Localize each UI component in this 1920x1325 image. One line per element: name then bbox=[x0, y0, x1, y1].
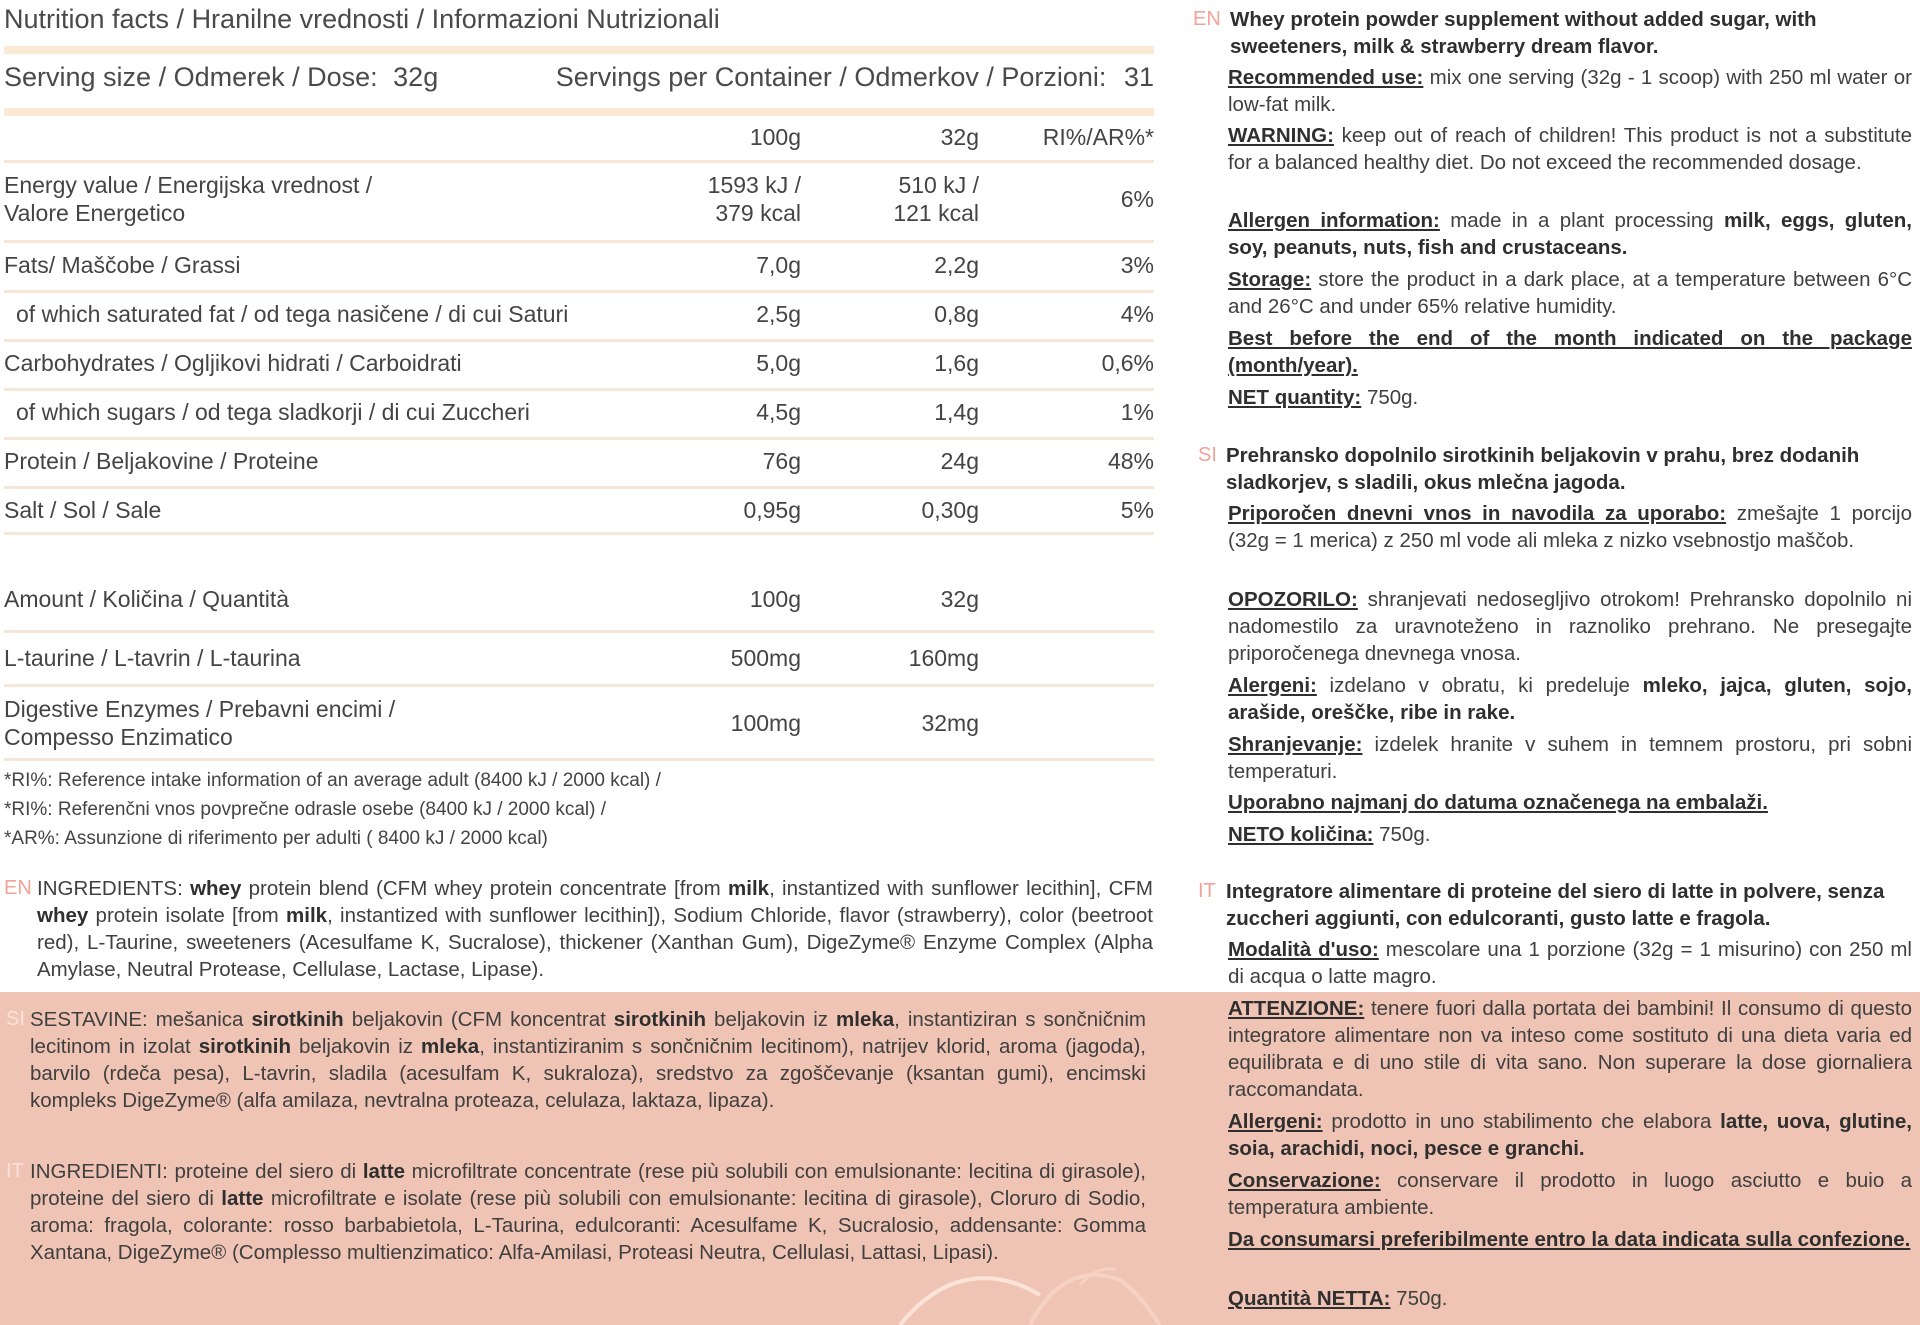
label: NETO količina: bbox=[1228, 823, 1374, 846]
recommended-use-it bbox=[1228, 936, 1912, 990]
row-label: of which saturated fat / od tega nasičene / di cui Saturi bbox=[16, 301, 569, 327]
label: Da consumarsi preferibilmente entro la data indicata sulla confezione. bbox=[1228, 1228, 1911, 1251]
language-tag-en: EN bbox=[1193, 8, 1221, 30]
allergen-bold: milk, eggs, gluten, soy, peanuts, nuts, fish and crustaceans. bbox=[1228, 209, 1912, 259]
amount-row bbox=[4, 585, 1154, 614]
row-label: Fats/ Maščobe / Grassi bbox=[4, 252, 241, 278]
value-ri: 0,6% bbox=[1101, 350, 1154, 376]
table-row bbox=[4, 349, 1154, 378]
text: prodotto in uno stabilimento che elabora bbox=[1322, 1110, 1721, 1133]
storage-it bbox=[1228, 1167, 1912, 1221]
value-per-serving: 2,2g bbox=[934, 252, 979, 278]
recommended-use-en bbox=[1228, 64, 1912, 118]
serving-size-value: 32g bbox=[393, 62, 439, 92]
allergen-bold: milk bbox=[728, 877, 770, 900]
row-label: Protein / Beljakovine / Proteine bbox=[4, 448, 319, 474]
value-ri: 3% bbox=[1120, 252, 1154, 278]
value-per-serving: 24g bbox=[940, 448, 979, 474]
value-per-100g: 100g bbox=[749, 586, 801, 612]
servings-value: 31 bbox=[1123, 62, 1154, 92]
servings-per-container bbox=[556, 62, 1154, 93]
text: , instantiziran s sončničnim lecitinom in izolat bbox=[30, 1008, 1147, 1058]
product-title-en: Whey protein powder supplement without added sugar, with sweeteners, milk & strawberry dream flavor. bbox=[1230, 8, 1817, 58]
ingredients-si bbox=[30, 1006, 1146, 1114]
text: store the product in a dark place, at a temperature between 6°C and 26°C and under 65% relative humidity. bbox=[1228, 268, 1912, 318]
product-title-it: Integratore alimentare di proteine del siero di latte in polvere, senza zuccheri aggiunti, con edulcoranti, gusto latte e fragola. bbox=[1226, 880, 1885, 930]
value-per-serving: 1,6g bbox=[934, 350, 979, 376]
table-row bbox=[4, 644, 1154, 673]
label: Allergeni: bbox=[1228, 1110, 1323, 1133]
serving-size bbox=[4, 62, 438, 93]
value-per-serving: 0,30g bbox=[921, 497, 979, 523]
table-row bbox=[4, 251, 1154, 280]
text: protein blend (CFM whey protein concentrate [from bbox=[241, 877, 729, 900]
allergen-bold: whey bbox=[190, 877, 242, 900]
label: Modalità d'uso: bbox=[1228, 938, 1379, 961]
label: Uporabno najmanj do datuma označenega na embalaži. bbox=[1228, 791, 1768, 814]
best-before-si bbox=[1228, 789, 1912, 816]
storage-si bbox=[1228, 731, 1912, 785]
label: ATTENZIONE: bbox=[1228, 997, 1365, 1020]
value-ri: 48% bbox=[1107, 448, 1154, 474]
allergen-bold: sirotkinih bbox=[251, 1008, 344, 1031]
product-title-si: Prehransko dopolnilo sirotkinih beljakovin v prahu, brez dodanih sladkorjev, s sladili, okus mlečna jagoda. bbox=[1226, 444, 1860, 494]
allergens-it bbox=[1228, 1108, 1912, 1162]
best-before-en bbox=[1228, 325, 1912, 379]
text: 750g. bbox=[1390, 1287, 1448, 1310]
text: mix one serving (32g - 1 scoop) with 250 ml water or low-fat milk. bbox=[1228, 66, 1912, 116]
label: Alergeni: bbox=[1228, 674, 1317, 697]
text: mescolare una 1 porzione (32g = 1 misurino) con 250 ml di acqua o latte magro. bbox=[1228, 938, 1912, 988]
text: INGREDIENTS: bbox=[37, 877, 191, 900]
nutrition-title: Nutrition facts / Hranilne vrednosti / Informazioni Nutrizionali bbox=[4, 4, 720, 34]
language-tag-si: SI bbox=[6, 1008, 25, 1030]
label: Priporočen dnevni vnos in navodila za uporabo: bbox=[1228, 502, 1727, 525]
storage-en bbox=[1228, 266, 1912, 320]
row-label: of which sugars / od tega sladkorji / di cui Zuccheri bbox=[16, 399, 530, 425]
text: protein isolate [from bbox=[88, 904, 287, 927]
text: conservare il prodotto in luogo asciutto e buio a temperatura ambiente. bbox=[1228, 1169, 1912, 1219]
text: microfiltrate e isolate (rese più solubili con emulsionante: lecitina di girasole), Cloruro di Sodio, aroma: fragola, colorante: rosso barbabietola, L-Taurina, edulcoranti: Acesulfame K, Sucralosio, addensante: Gomma Xantana, DigeZyme® (Complesso multienzimatico: Alfa-Amilasi, Proteasi Neutra, Cellulasi, Lattasi, Lipasi). bbox=[30, 1187, 1146, 1264]
row-label: L-taurine / L-tavrin / L-taurina bbox=[4, 645, 301, 671]
allergen-bold: latte bbox=[362, 1160, 406, 1183]
allergen-bold: mleka bbox=[421, 1035, 480, 1058]
value-per-100g: 7,0g bbox=[756, 252, 801, 278]
allergens-en bbox=[1228, 207, 1912, 261]
allergens-si bbox=[1228, 672, 1912, 726]
value-ri: 6% bbox=[1120, 186, 1154, 212]
text: 750g. bbox=[1361, 386, 1419, 409]
row-label: Salt / Sol / Sale bbox=[4, 497, 162, 523]
table-row bbox=[4, 496, 1154, 525]
net-quantity-en bbox=[1228, 384, 1912, 411]
row-label: Valore Energetico bbox=[4, 200, 186, 226]
header-100g: 100g bbox=[749, 124, 801, 150]
value-ri: 5% bbox=[1120, 497, 1154, 523]
label: Shranjevanje: bbox=[1228, 733, 1363, 756]
value-per-serving: 1,4g bbox=[934, 399, 979, 425]
text: microfiltrate concentrate (rese più solubili con emulsionante: lecitina di girasole), proteine del siero di bbox=[30, 1160, 1146, 1210]
text: shranjevati nedosegljivo otrokom! Prehransko dopolnilo ni nadomestilo za uravnoteženo in raznoliko prehrano. Ne presegajte priporočenega dnevnega vnosa. bbox=[1228, 588, 1912, 665]
divider bbox=[4, 532, 1154, 535]
allergen-bold: milk bbox=[286, 904, 328, 927]
table-header bbox=[4, 123, 1154, 152]
label: Recommended use: bbox=[1228, 66, 1424, 89]
footnote: *RI%: Reference intake information of an average adult (8400 kJ / 2000 kcal) / bbox=[4, 770, 661, 791]
text: 750g. bbox=[1373, 823, 1431, 846]
header-32g: 32g bbox=[940, 124, 979, 150]
text: zmešajte 1 porcijo (32g = 1 merica) z 250 ml vode ali mleka z nizko vsebnostjo maščob. bbox=[1228, 502, 1912, 552]
row-label: Amount / Količina / Quantità bbox=[4, 586, 290, 612]
value-per-serving: 121 kcal bbox=[893, 200, 979, 226]
label: Quantità NETTA: bbox=[1228, 1287, 1391, 1310]
label: NET quantity: bbox=[1228, 386, 1362, 409]
value-per-100g: 379 kcal bbox=[715, 200, 801, 226]
footnote: *RI%: Referenčni vnos povprečne odrasle osebe (8400 kJ / 2000 kcal) / bbox=[4, 799, 606, 820]
text: INGREDIENTI: proteine del siero di bbox=[30, 1160, 363, 1183]
value-ri: 1% bbox=[1120, 399, 1154, 425]
text: beljakovin iz bbox=[291, 1035, 422, 1058]
value-per-serving: 510 kJ / bbox=[898, 172, 979, 198]
divider bbox=[4, 486, 1154, 489]
text: , instantized with sunflower lecithin]), Sodium Chloride, flavor (strawberry), color (beetroot red), L-Taurine, sweeteners (Acesulfame K, Sucralose), thickener (Xanthan Gum), DigeZyme® Enzyme Complex (Alpha Amylase, Neutral Protease, Cellulase, Lactase, Lipase). bbox=[37, 904, 1153, 981]
divider bbox=[4, 46, 1154, 54]
ingredients-en bbox=[37, 875, 1153, 983]
label: WARNING: bbox=[1228, 124, 1334, 147]
value-per-100g: 2,5g bbox=[756, 301, 801, 327]
divider bbox=[4, 108, 1154, 116]
table-row bbox=[4, 300, 1154, 329]
table-row bbox=[4, 447, 1154, 476]
allergen-bold: sirotkinih bbox=[198, 1035, 292, 1058]
value-per-serving: 32g bbox=[940, 586, 979, 612]
divider bbox=[4, 339, 1154, 342]
ingredients-it bbox=[30, 1158, 1146, 1266]
text: , instantiziranim s sončničnim lecitinom), natrijev klorid, aroma (jagoda), barvilo (rdeča pesa), L-tavrin, sladila (acesulfam K, sukraloza), sredstvo za zgoščevanje (ksantan gumi), encimski kompleks DigeZyme® (alfa amilaza, nevtralna proteaza, celulaza, laktaza, lipaza). bbox=[30, 1035, 1147, 1112]
divider bbox=[4, 240, 1154, 243]
value-per-100g: 1593 kJ / bbox=[707, 172, 801, 198]
text: beljakovin iz bbox=[706, 1008, 837, 1031]
language-tag-en: EN bbox=[4, 877, 32, 899]
value-per-100g: 5,0g bbox=[756, 350, 801, 376]
label: Storage: bbox=[1228, 268, 1312, 291]
table-row bbox=[4, 695, 1154, 755]
allergen-bold: latte bbox=[221, 1187, 264, 1210]
row-label: Carbohydrates / Ogljikovi hidrati / Carboidrati bbox=[4, 350, 462, 376]
divider bbox=[4, 758, 1154, 761]
label: Best before the end of the month indicated on the package (month/year). bbox=[1228, 327, 1912, 377]
serving-size-label: Serving size / Odmerek / Dose: bbox=[4, 62, 378, 92]
text: izdelek hranite v suhem in temnem prostoru, pri sobni temperaturi. bbox=[1228, 733, 1912, 783]
value-per-serving: 0,8g bbox=[934, 301, 979, 327]
best-before-it bbox=[1228, 1226, 1912, 1253]
divider bbox=[4, 437, 1154, 440]
text: SESTAVINE: mešanica bbox=[30, 1008, 252, 1031]
divider bbox=[4, 290, 1154, 293]
text: izdelano v obratu, ki predeluje bbox=[1316, 674, 1643, 697]
value-per-100g: 76g bbox=[762, 448, 801, 474]
net-quantity-si bbox=[1228, 821, 1912, 848]
header-ri: RI%/AR%* bbox=[1042, 124, 1154, 150]
allergen-bold: sirotkinih bbox=[613, 1008, 707, 1031]
allergen-bold: mleka bbox=[836, 1008, 895, 1031]
value-per-100g: 4,5g bbox=[756, 399, 801, 425]
label: OPOZORILO: bbox=[1228, 588, 1358, 611]
net-quantity-it bbox=[1228, 1285, 1912, 1312]
label: Conservazione: bbox=[1228, 1169, 1381, 1192]
text: , instantized with sunflower lecithin], CFM bbox=[769, 877, 1153, 900]
value-per-100g: 500mg bbox=[730, 645, 801, 671]
language-tag-it: IT bbox=[1198, 880, 1216, 902]
footnote: *AR%: Assunzione di riferimento per adulti ( 8400 kJ / 2000 kcal) bbox=[4, 828, 548, 849]
value-ri: 4% bbox=[1120, 301, 1154, 327]
warning-en bbox=[1228, 122, 1912, 176]
label: Allergen information: bbox=[1228, 209, 1440, 232]
allergen-bold: mleko, jajca, gluten, sojo, arašide, oreščke, ribe in rake. bbox=[1228, 674, 1912, 724]
table-row bbox=[4, 171, 1154, 231]
row-label: Digestive Enzymes / Prebavni encimi / bbox=[4, 696, 396, 722]
row-label: Compesso Enzimatico bbox=[4, 724, 233, 750]
recommended-use-si bbox=[1228, 500, 1912, 554]
language-tag-si: SI bbox=[1198, 444, 1217, 466]
value-per-100g: 0,95g bbox=[743, 497, 801, 523]
text: keep out of reach of children! This product is not a substitute for a balanced healthy diet. Do not exceed the recommended dosage. bbox=[1228, 124, 1912, 174]
divider bbox=[4, 160, 1154, 163]
text: made in a plant processing bbox=[1439, 209, 1724, 232]
warning-it bbox=[1228, 995, 1912, 1103]
value-per-serving: 160mg bbox=[908, 645, 979, 671]
text: beljakovin (CFM koncentrat bbox=[343, 1008, 614, 1031]
allergen-bold: latte, uova, glutine, soia, arachidi, noci, pesce e granchi. bbox=[1228, 1110, 1912, 1160]
divider bbox=[4, 684, 1154, 687]
divider bbox=[4, 630, 1154, 633]
divider bbox=[4, 388, 1154, 391]
allergen-bold: whey bbox=[37, 904, 89, 927]
value-per-100g: 100mg bbox=[730, 710, 801, 736]
table-row bbox=[4, 398, 1154, 427]
servings-label: Servings per Container / Odmerkov / Porzioni: bbox=[555, 62, 1107, 92]
row-label: Energy value / Energijska vrednost / bbox=[4, 172, 373, 198]
text: tenere fuori dalla portata dei bambini! Il consumo di questo integratore alimentare non va inteso come sostituto di una dieta varia ed equilibrata e di uno stile di vita sano. Non superare la dose giornaliera raccomandata. bbox=[1228, 997, 1912, 1101]
value-per-serving: 32mg bbox=[921, 710, 979, 736]
language-tag-it: IT bbox=[6, 1160, 24, 1182]
warning-si bbox=[1228, 586, 1912, 667]
